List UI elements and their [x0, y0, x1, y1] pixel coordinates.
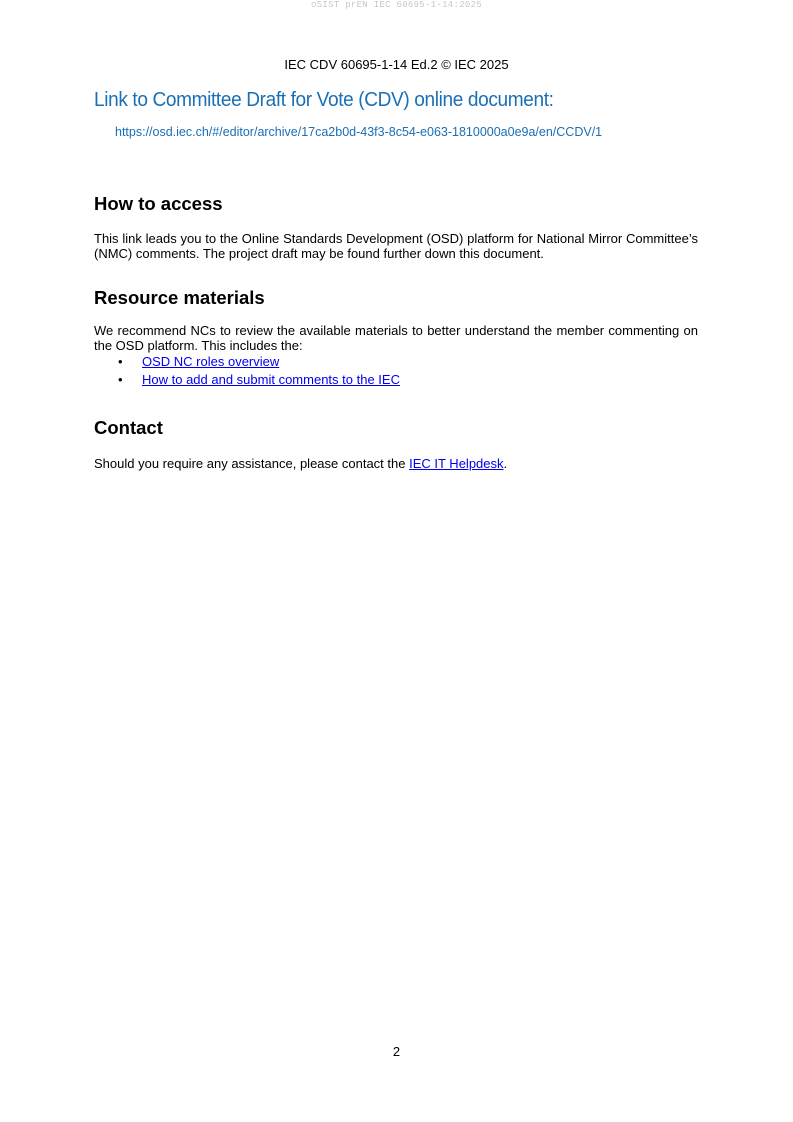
- how-to-access-section: [94, 193, 698, 261]
- resource-materials-text: We recommend NCs to review the available materials to better understand the member commenting on the OSD platform. This includes the:: [94, 323, 698, 353]
- document-header: IEC CDV 60695-1-14 Ed.2 © IEC 2025: [284, 57, 509, 72]
- bullet-icon: •: [118, 372, 123, 387]
- resource-materials-heading: Resource materials: [94, 287, 265, 308]
- cdv-link-title: Link to Committee Draft for Vote (CDV) online document:: [94, 88, 554, 111]
- how-to-access-heading: How to access: [94, 193, 223, 214]
- page-number: 2: [392, 1044, 401, 1059]
- contact-text-suffix: .: [503, 456, 508, 471]
- resource-materials-section: [94, 287, 698, 389]
- contact-text-prefix: Should you require any assistance, please contact the: [94, 456, 410, 471]
- resource-links-list: [94, 353, 698, 389]
- contact-section: [94, 417, 698, 471]
- list-item: [94, 371, 698, 389]
- watermark: oSIST prEN IEC 60695-1-14:2025: [310, 0, 483, 10]
- bullet-icon: •: [118, 354, 123, 369]
- contact-heading: Contact: [94, 417, 163, 438]
- helpdesk-link[interactable]: IEC IT Helpdesk: [409, 456, 504, 471]
- cdv-url-link[interactable]: https://osd.iec.ch/#/editor/archive/17ca2b0d-43f3-8c54-e063-1810000a0e9a/en/CCDV/1: [115, 125, 603, 139]
- osd-nc-roles-link[interactable]: OSD NC roles overview: [142, 354, 280, 369]
- submit-comments-link[interactable]: How to add and submit comments to the IEC: [142, 372, 400, 387]
- how-to-access-text: This link leads you to the Online Standards Development (OSD) platform for National Mirror Committee’s (NMC) comments. The project draft may be found further down this document.: [94, 231, 698, 261]
- contact-text: [94, 456, 698, 471]
- list-item: [94, 353, 698, 371]
